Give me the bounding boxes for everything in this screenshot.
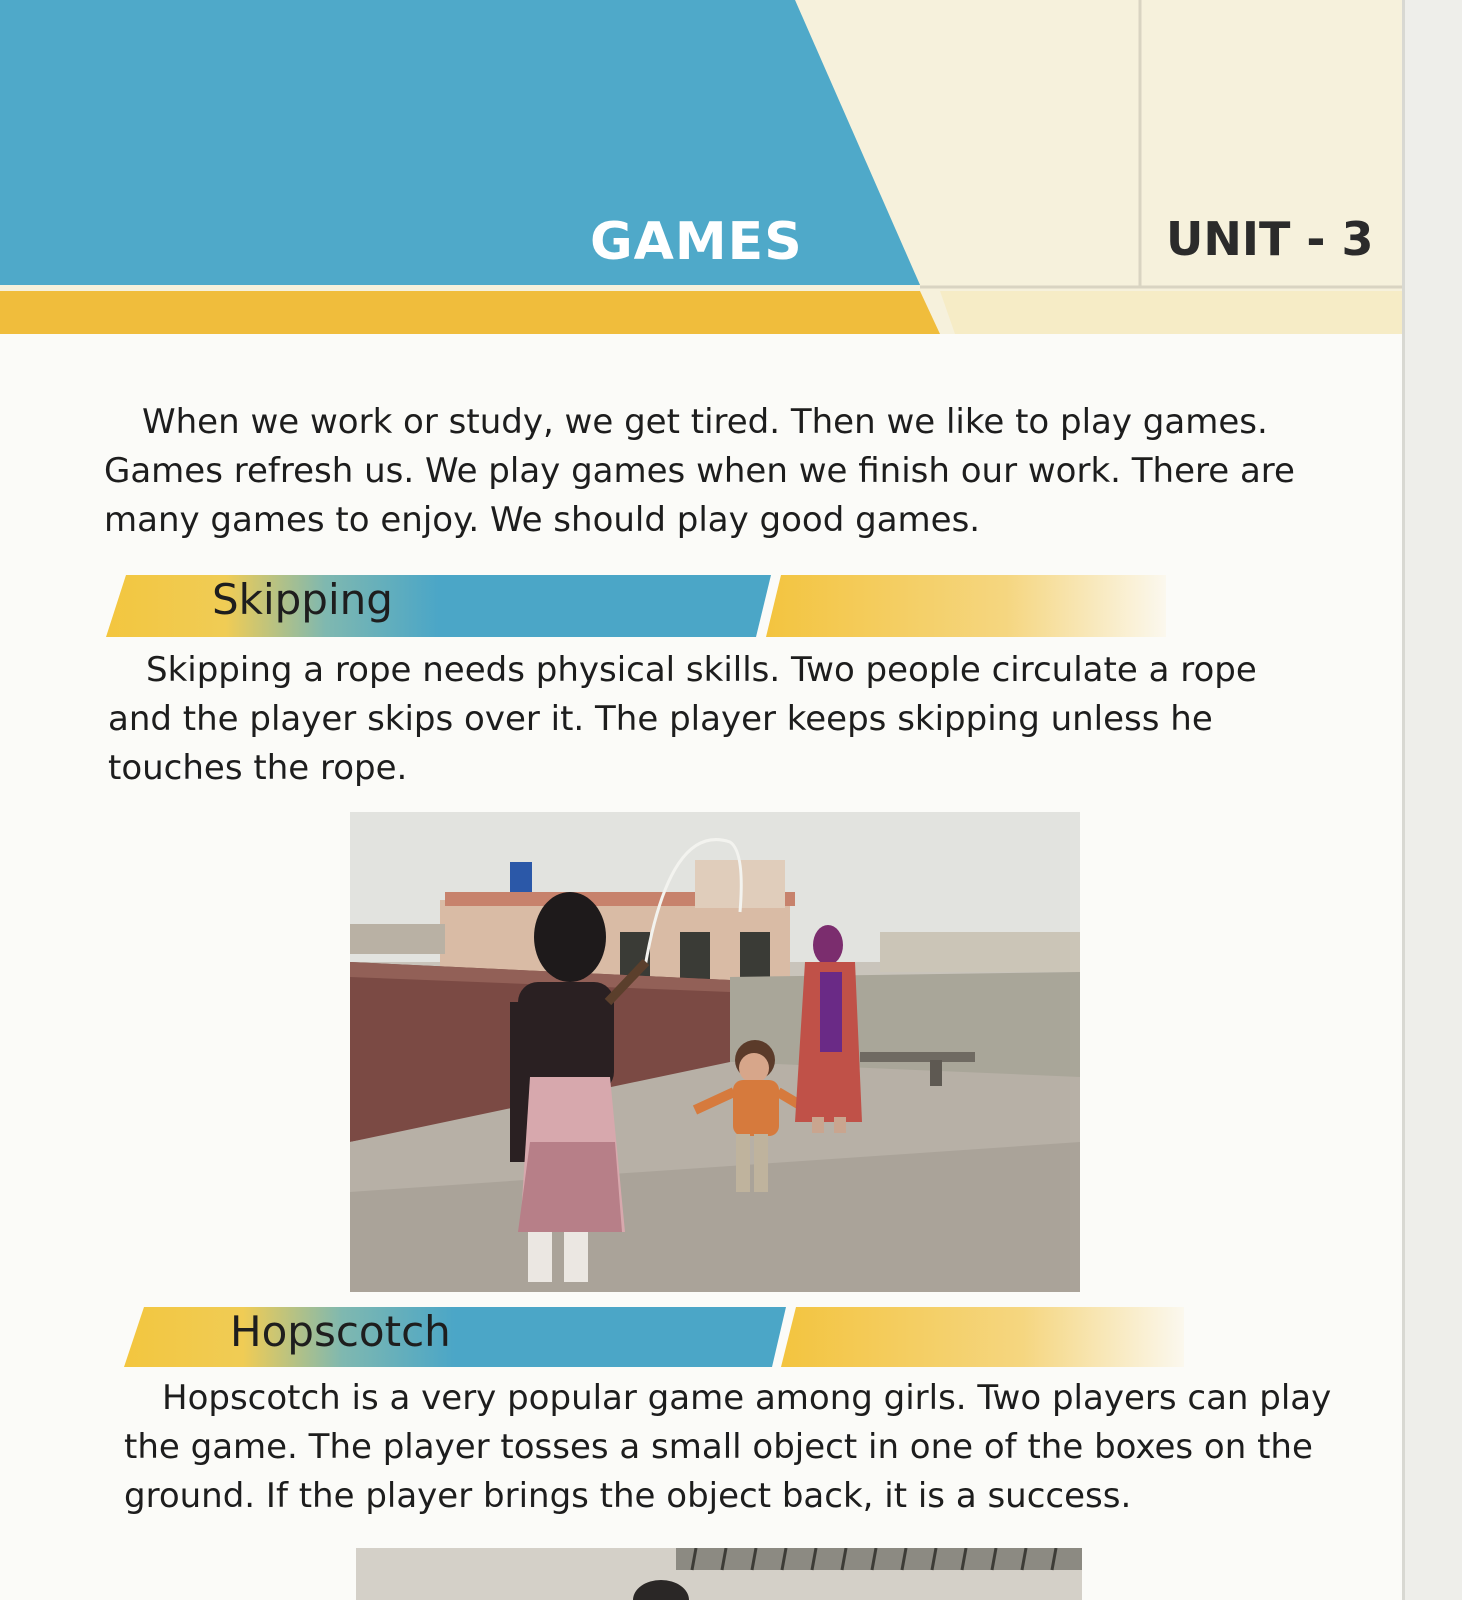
intro-line: Games refresh us. We play games when we finish our work. There are [104,451,1295,491]
intro-line: many games to enjoy. We should play good games. [104,500,981,540]
hopscotch-line: the game. The player tosses a small object in one of the boxes on the [124,1427,1313,1467]
unit-label: UNIT - 3 [1166,212,1374,266]
hopscotch-paragraph [124,1374,1399,1521]
skipping-paragraph [108,646,1398,793]
skipping-line: touches the rope. [108,748,408,788]
skipping-line: Skipping a rope needs physical skills. Two people circulate a rope [146,650,1257,690]
section-heading-skipping: Skipping [212,575,393,624]
rooftop-skipping-photo [350,812,1080,1292]
page-title: GAMES [590,212,803,272]
page-edge [1402,0,1462,1600]
intro-line: When we work or study, we get tired. Then we like to play games. [142,402,1268,442]
hopscotch-photo [356,1548,1082,1600]
hopscotch-line: Hopscotch is a very popular game among girls. Two players can play [162,1378,1332,1418]
hopscotch-line: ground. If the player brings the object back, it is a success. [124,1476,1132,1516]
skipping-line: and the player skips over it. The player keeps skipping unless he [108,699,1213,739]
intro-paragraph [104,398,1394,545]
section-heading-hopscotch: Hopscotch [230,1307,451,1356]
